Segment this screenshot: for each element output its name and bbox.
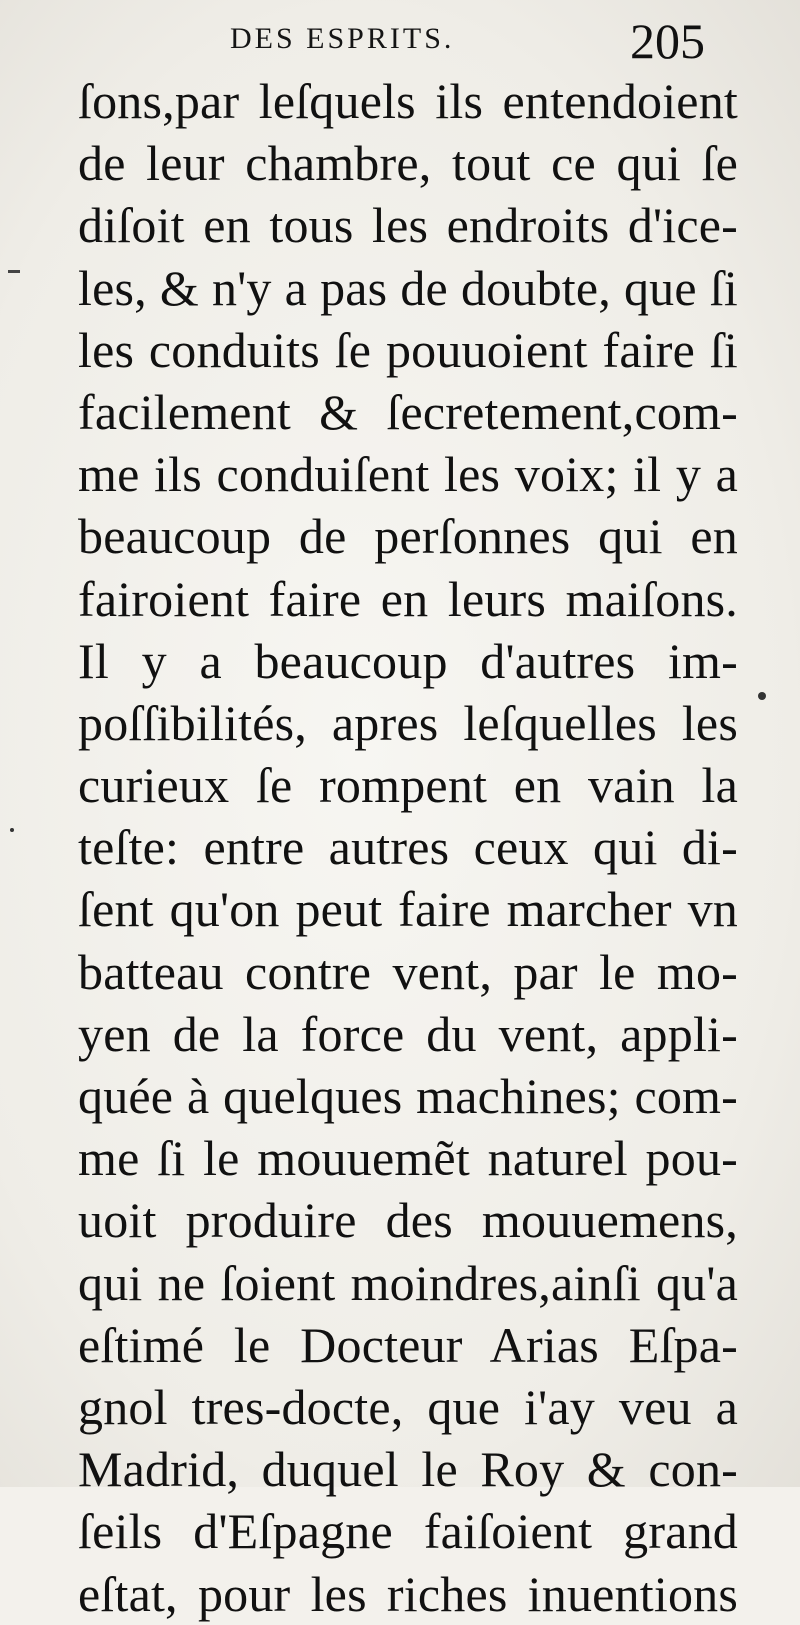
text-line: les, & n'y a pas de doubte, que ſi bbox=[78, 259, 738, 316]
text-line: ſons,par leſquels ils entendoient bbox=[78, 73, 738, 129]
text-line: beaucoup de perſonnes qui en bbox=[78, 508, 738, 565]
text-line: Il y a beaucoup d'autres im- bbox=[78, 632, 738, 689]
text-line: yen de la force du vent, appli- bbox=[78, 1005, 738, 1062]
text-line: les conduits ſe pouuoient faire ſi bbox=[78, 321, 738, 378]
page-number: 205 bbox=[630, 13, 705, 69]
text-line: diſoit en tous les endroits d'ice- bbox=[78, 197, 738, 254]
body-text bbox=[78, 70, 738, 1625]
text-line: me ils conduiſent les voix; il y a bbox=[78, 446, 738, 503]
text-line: curieux ſe rompent en vain la bbox=[78, 757, 738, 814]
text-line: ſeils d'Eſpagne faiſoient grand bbox=[78, 1503, 738, 1560]
ink-speck bbox=[758, 692, 766, 700]
text-line: batteau contre vent, par le mo- bbox=[78, 943, 738, 1000]
text-line: facilement & ſecretement,com- bbox=[78, 383, 738, 440]
text-line: poſſibilités, apres leſquelles les bbox=[78, 694, 738, 751]
running-head: DES ESPRITS. bbox=[230, 22, 455, 55]
text-line: Madrid, duquel le Roy & con- bbox=[78, 1441, 738, 1498]
text-line: gnol tres-docte, que i'ay veu a bbox=[78, 1378, 738, 1435]
text-line: eſtimé le Docteur Arias Eſpa- bbox=[78, 1316, 738, 1373]
text-line: quée à quelques machines; com- bbox=[78, 1068, 738, 1124]
text-line: me ſi le mouuemẽt naturel pou- bbox=[78, 1130, 738, 1187]
margin-mark bbox=[8, 270, 20, 273]
text-line: teſte: entre autres ceux qui di- bbox=[78, 819, 738, 876]
ink-speck bbox=[10, 828, 14, 832]
text-line: ſent qu'on peut faire marcher vn bbox=[78, 881, 738, 938]
text-line: fairoient faire en leurs maiſons. bbox=[78, 570, 738, 627]
text-line: de leur chambre, tout ce qui ſe bbox=[78, 135, 738, 192]
text-line: qui ne ſoient moindres,ainſi qu'a bbox=[78, 1254, 738, 1311]
text-line: eſtat, pour les riches inuentions bbox=[78, 1565, 738, 1622]
text-line: uoit produire des mouuemens, bbox=[78, 1192, 738, 1249]
